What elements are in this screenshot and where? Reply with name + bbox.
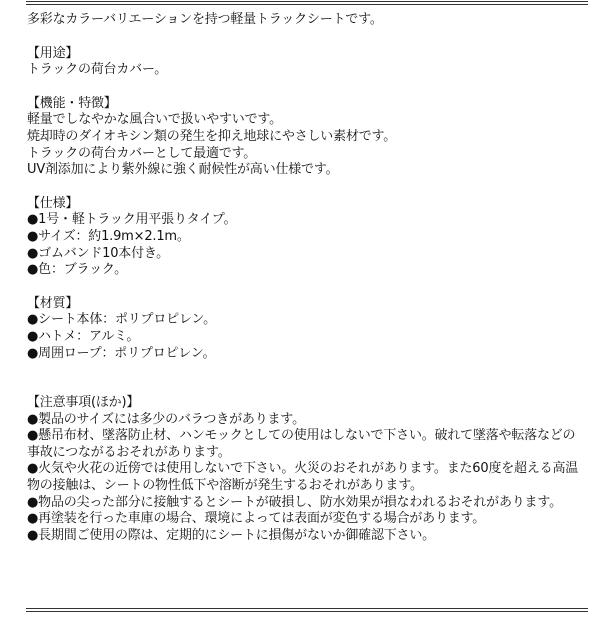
section-cautions — [27, 395, 587, 544]
section-heading: 【材質】 — [27, 295, 79, 311]
section-line: トラックの荷台カバーとして最適です。 — [27, 145, 257, 161]
section-line: ●ハトメ：アルミ。 — [27, 328, 140, 344]
section-line: ●ゴムバンド10本付き。 — [27, 245, 169, 261]
section-usage — [27, 46, 587, 79]
section-line: 軽量でしなやかな風合いで扱いやすいです。 — [27, 112, 282, 128]
section-line: ●物品の尖った部分に接触するとシートが破損し、防水効果が損なわれるおそれがあります。 — [27, 494, 562, 510]
bottom-divider — [26, 608, 588, 612]
section-features — [27, 96, 587, 179]
section-line: ●再塗装を行った車庫の場合、環境によっては表面が変色する場合があります。 — [27, 511, 486, 527]
section-line: ●シート本体：ポリプロピレン。 — [27, 312, 216, 328]
section-line: UV剤添加により紫外線に強く耐候性が高い仕様です。 — [27, 162, 339, 178]
section-heading: 【用途】 — [27, 45, 79, 61]
section-heading: 【注意事項(ほか)】 — [27, 395, 140, 411]
section-line: ●長期間ご使用の際は、定期的にシートに損傷がないか御確認下さい。 — [27, 527, 435, 543]
section-heading: 【仕様】 — [27, 195, 79, 211]
top-divider — [26, 1, 588, 5]
section-materials — [27, 296, 587, 362]
section-heading: 【機能・特徴】 — [27, 95, 117, 111]
section-line: ●色：ブラック。 — [27, 262, 127, 278]
section-line: ●1号・軽トラック用平張りタイプ。 — [27, 212, 237, 228]
section-line: トラックの荷台カバー。 — [27, 62, 168, 78]
section-line: ●製品のサイズには多少のバラつきがあります。 — [27, 411, 305, 427]
section-line: ●火気や火花の近傍では使用しないで下さい。火災のおそれがあります。また60度を超える高温物の接触は、シートの物性低下や溶断が発生するおそれがあります。 — [27, 461, 579, 494]
section-line: ●サイズ：約1.9m×2.1m。 — [27, 228, 190, 244]
section-line: ●周囲ロープ：ポリプロピレン。 — [27, 345, 216, 361]
intro-text: 多彩なカラーバリエーションを持つ軽量トラックシートです。 — [27, 12, 383, 27]
section-line: ●懸吊布材、墜落防止材、ハンモックとしての使用はしないで下さい。破れて墜落や転落などの事故につながるおそれがあります。 — [27, 428, 576, 460]
product-description — [27, 12, 587, 561]
section-line: 焼却時のダイオキシン類の発生を抑え地球にやさしい素材です。 — [27, 128, 397, 144]
section-specs — [27, 196, 587, 279]
